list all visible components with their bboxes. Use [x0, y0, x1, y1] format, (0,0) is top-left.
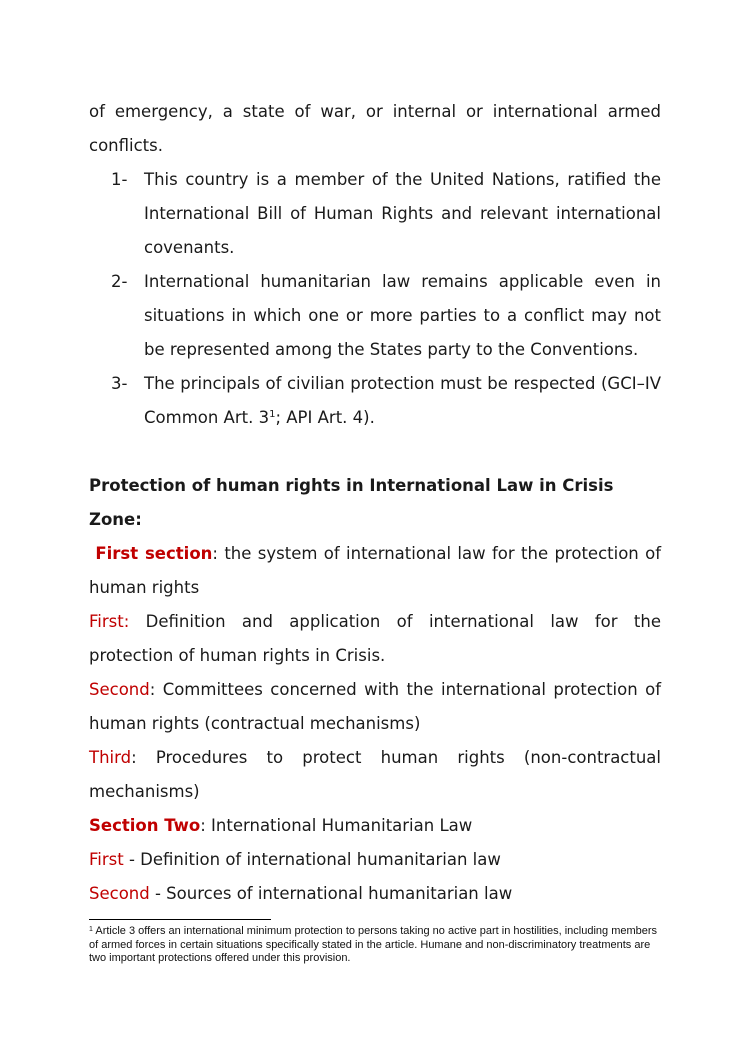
outline-text: - Sources of international humanitarian law	[149, 884, 513, 903]
list-marker: 1-	[111, 170, 128, 189]
outline-label: First	[89, 850, 124, 869]
section-heading: Protection of human rights in International Law in Crisis Zone:	[89, 476, 614, 529]
outline-item-first-section	[89, 537, 661, 605]
numbered-list	[89, 163, 661, 435]
outline-text: Definition and application of international law for the protection of human rights in Crisis.	[89, 612, 661, 665]
outline-item-second	[89, 673, 661, 741]
outline-item-first	[89, 605, 661, 673]
list-marker: 3-	[111, 374, 128, 393]
list-marker: 2-	[111, 272, 128, 291]
list-item-text-after: ; API Art. 4).	[275, 408, 375, 427]
document-body	[89, 95, 661, 911]
intro-paragraph: of emergency, a state of war, or internal or international armed conflicts.	[89, 102, 661, 155]
list-item	[89, 367, 661, 435]
outline-label: First section	[95, 544, 213, 563]
footnote-separator	[89, 919, 271, 920]
footnote-marker: 1	[89, 926, 93, 933]
outline-text: : International Humanitarian Law	[200, 816, 473, 835]
list-item-text: International humanitarian law remains applicable even in situations in which one or more parties to a conflict may not be represented among the States party to the Conventions.	[144, 272, 661, 359]
list-item-text: The principals of civilian protection must be respected (GCI–IV Common Art. 3	[144, 374, 661, 427]
outline-text: : the system of international law for the protection of human rights	[89, 544, 662, 597]
footnote-reference[interactable]: 1	[269, 409, 276, 420]
outline-label: Third	[89, 748, 132, 767]
outline-label: Second	[89, 884, 150, 903]
outline-label: Second	[89, 680, 150, 699]
outline-text: : Procedures to protect human rights (non-contractual mechanisms)	[89, 748, 661, 801]
outline-label: Section Two	[89, 816, 201, 835]
footnote	[89, 925, 661, 966]
outline-item-second-ihl	[89, 877, 661, 911]
list-item	[89, 265, 661, 367]
outline-item-first-ihl	[89, 843, 661, 877]
outline-label: First:	[89, 612, 130, 631]
outline-item-section-two	[89, 809, 661, 843]
footnote-text: Article 3 offers an international minimum protection to persons taking no active part in hostilities, including members of armed forces in certain situations specifically stated in the article. Humane and non-discriminatory treatments are two important protections offered under this provision.	[89, 925, 658, 964]
list-item	[89, 163, 661, 265]
outline-item-third	[89, 741, 661, 809]
list-item-text: This country is a member of the United Nations, ratified the International Bill of Human Rights and relevant international covenants.	[144, 170, 661, 257]
outline-text: - Definition of international humanitarian law	[123, 850, 501, 869]
outline-text: : Committees concerned with the international protection of human rights (contractual mechanisms)	[89, 680, 661, 733]
